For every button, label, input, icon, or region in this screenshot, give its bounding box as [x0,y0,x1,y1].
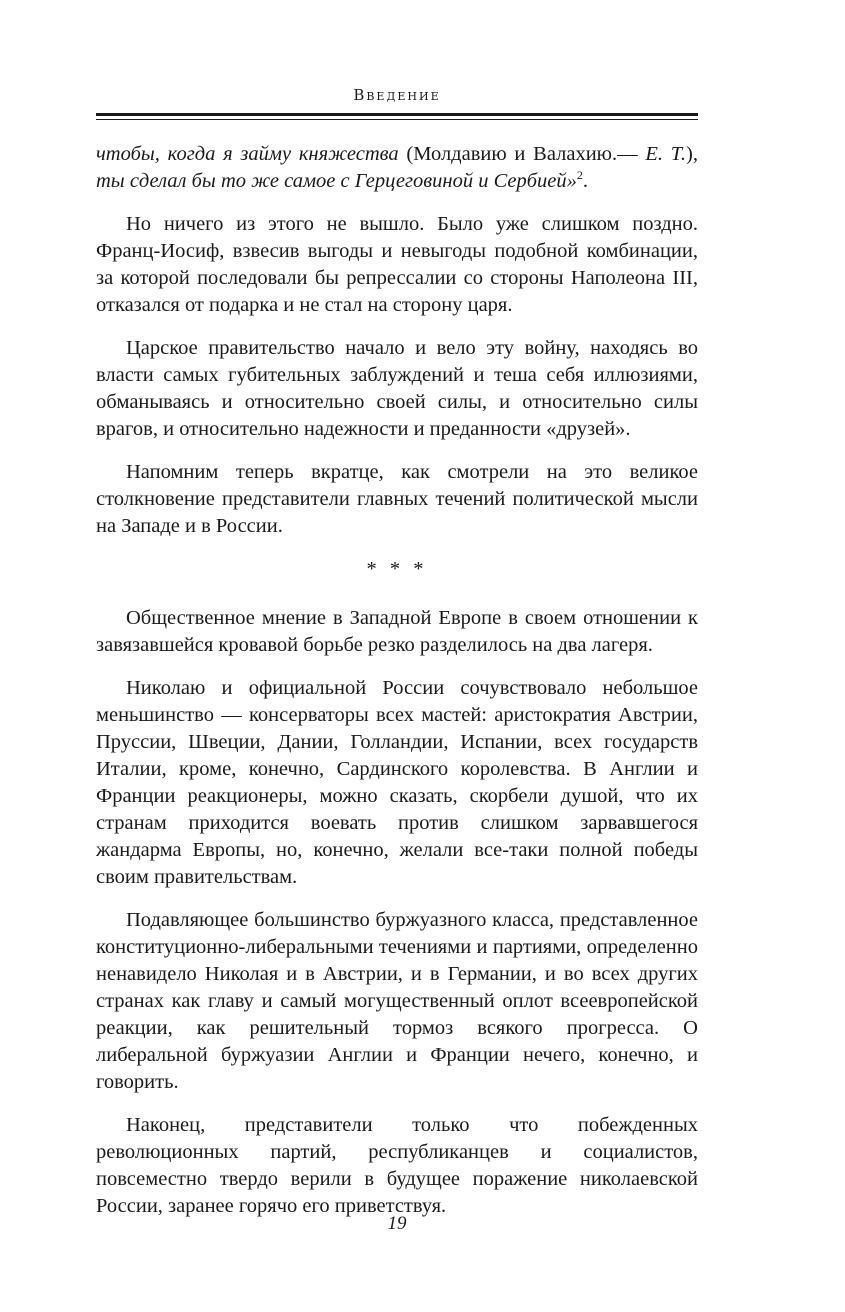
body-text [96,141,698,1236]
quote-italic: чтобы, когда я займу княжества [96,143,399,165]
paragraph: Наконец, представители только что побежденных революционных партий, республиканцев и социалистов, повсеместно твердо верили в будущее поражение николаевской России, заранее горячо его приветствуя. [96,1114,698,1217]
quote-insert-close: ), [686,143,698,165]
section-separator: * * * [366,558,428,580]
paragraph: Царское правительство начало и вело эту войну, находясь во власти самых губительных заблуждений и теша себя иллюзиями, обманываясь и относительно своей силы, и относительно силы врагов, и относительно надежности и преданности «друзей». [96,337,698,440]
paragraph: Напомним теперь вкратце, как смотрели на это великое столкновение представители главных течений политической мысли на Западе и в России. [96,461,698,537]
footnote-ref[interactable]: 2 [576,168,583,183]
quote-period: . [582,170,589,192]
quote-italic-end: ты сделал бы то же самое с Герцеговиной и Сербией» [96,170,577,192]
quote-insert: (Молдавию и Валахию.— [398,143,646,165]
editor-initials: Е. Т. [645,143,687,165]
paragraph: Но ничего из этого не вышло. Было уже слишком поздно. Франц-Иосиф, взвесив выгоды и невыгоды подобной комбинации, за которой последовали бы репрессалии со стороны Наполеона III, отказался от подарка и не стал на сторону царя. [96,213,698,316]
header-rule-thick [96,113,698,116]
running-head: Введение [353,86,441,104]
paragraph-continued-quote [96,141,698,195]
paragraph: Общественное мнение в Западной Европе в своем отношении к завязавшейся кровавой борьбе резко разделилось на два лагеря. [96,607,698,656]
paragraph: Николаю и официальной России сочувствовало небольшое меньшинство — консерваторы всех мастей: аристократия Австрии, Пруссии, Швеции, Дании, Голландии, Испании, всех государств Италии, кроме, конечно, Сардинского королевства. В Англии и Франции реакционеры, можно сказать, скорбели душой, что их странам приходится воевать против слишком зарвавшегося жандарма Европы, но, конечно, желали все-таки полной победы своим правительствам. [96,677,698,888]
page-number: 19 [387,1213,407,1234]
paragraph: Подавляющее большинство буржуазного класса, представленное конституционно-либеральными течениями и партиями, определенно ненавидело Николая и в Австрии, и в Германии, и во всех других странах как главу и самый могущественный оплот всеевропейской реакции, как решительный тормоз всякого прогресса. О либеральной буржуазии Англии и Франции нечего, конечно, и говорить. [96,909,698,1093]
header-rule-thin [96,119,698,120]
